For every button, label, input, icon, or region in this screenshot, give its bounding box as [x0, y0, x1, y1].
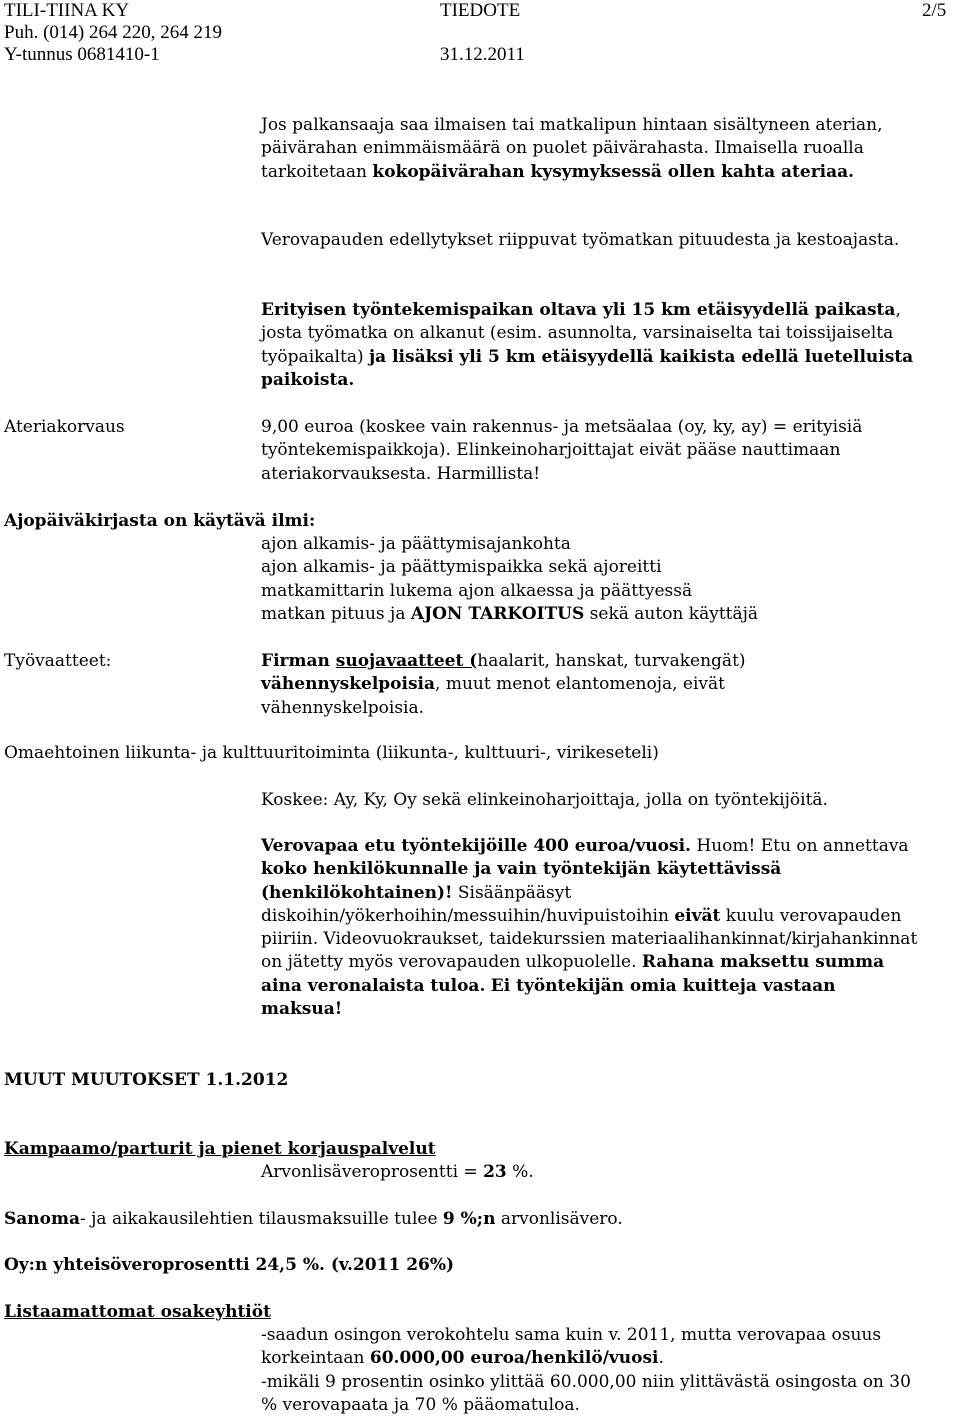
meal-distance-bold: Erityisen työntekemispaikan oltava yli 15 km etäisyydellä paikasta	[261, 300, 896, 320]
kampaamo-vat: Arvonlisäveroprosentti = 23 %.	[261, 1162, 534, 1182]
meal-text: Jos palkansaaja saa ilmaisen tai matkalipun hintaan sisältyneen aterian, päivärahan enimmäismäärä on puolet päivärahasta. Ilmaisella ruoalla tarkoitetaan	[261, 115, 883, 182]
dividend-line-1: -saadun osingon verokohtelu sama kuin v. 2011, mutta verovapaa osuus korkeintaan 60.000,00 euroa/henkilö/vuosi.	[261, 1325, 882, 1369]
header-date: 31.12.2011	[440, 44, 525, 65]
meal-text-bold: kokopäivärahan kysymyksessä ollen kahta ateriaa.	[372, 161, 855, 182]
sanoma-text: Sanoma- ja aikakausilehtien tilausmaksuille tulee 9 %;n arvonlisävero.	[4, 1209, 623, 1229]
ateria-label: Ateriakorvaus	[4, 417, 125, 437]
header-phone: Puh. (014) 264 220, 264 219	[4, 22, 222, 43]
logbook-item: ajon alkamis- ja päättymisajankohta	[261, 534, 571, 554]
corporate-tax-text: Oy:n yhteisöveroprosentti 24,5 %. (v.2011 26%)	[4, 1255, 455, 1275]
listaamattomat-title: Listaamattomat osakeyhtiöt	[4, 1302, 271, 1322]
header-company: TILI-TIINA KY	[4, 0, 130, 21]
meal-conditions-text: Verovapauden edellytykset riippuvat työmatkan pituudesta ja kestoajasta.	[261, 230, 900, 250]
workwear-text: Firman suojavaatteet (haalarit, hanskat, turvakengät) vähennyskelpoisia, muut menot elantomenoja, eivät vähennyskelpoisia.	[261, 651, 746, 718]
sports-paragraph: Verovapaa etu työntekijöille 400 euroa/vuosi. Huom! Etu on annettava koko henkilökunnalle ja vain työntekijän käytettävissä (henkilökohtainen)! Sisäänpääsyt diskoihin/yökerhoihin/messuihin/huvipuistoihin eivät kuulu verovapauden piiriin. Videovuokraukset, taidekurssien materiaalihankinnat/kirjahankinnat on jätetty myös verovapauden ulkopuolelle. Rahana maksettu summa aina veronalaista tuloa. Ei työntekijän omia kuitteja vastaan maksua!	[261, 836, 918, 1020]
meal-paragraph-2	[261, 229, 901, 252]
meal-paragraph-1	[261, 114, 941, 184]
logbook-heading: Ajopäiväkirjasta on käytävä ilmi:	[4, 511, 316, 531]
dividend-line-2: -mikäli 9 prosentin osinko ylittää 60.000,00 niin ylittävästä osingosta on 30 % verovapaata ja 70 % pääomatuloa.	[261, 1371, 911, 1415]
changes-heading: MUUT MUUTOKSET 1.1.2012	[4, 1070, 289, 1090]
logbook-item: ajon alkamis- ja päättymispaikka sekä ajoreitti	[261, 557, 662, 578]
logbook-item: matkan pituus ja AJON TARKOITUS sekä auton käyttäjä	[261, 603, 759, 624]
meal-paragraph-3	[261, 299, 941, 392]
kampaamo-title: Kampaamo/parturit ja pienet korjauspalvelut	[4, 1139, 436, 1159]
listaamattomat-text	[261, 1324, 921, 1417]
logbook-list	[261, 533, 941, 626]
header-page-number: 2/5	[922, 0, 947, 21]
logbook-item: matkamittarin lukema ajon alkaessa ja päättyessä	[261, 580, 693, 601]
ateria-text: 9,00 euroa (koskee vain rakennus- ja metsäalaa (oy, ky, ay) = erityisiä työntekemispaikkoja). Elinkeinoharjoittajat eivät pääse nauttimaan ateriakorvauksesta. Harmillista!	[261, 417, 863, 484]
workwear-label: Työvaatteet:	[4, 651, 112, 671]
meal-distance-text: , josta työmatka on alkanut (esim. asunnolta, varsinaiselta tai toissijaiselta työpaikalta)	[261, 300, 901, 367]
header-doc-type: TIEDOTE	[440, 0, 521, 21]
sports-koskee: Koskee: Ay, Ky, Oy sekä elinkeinoharjoittaja, jolla on työntekijöitä.	[261, 790, 828, 810]
sports-heading: Omaehtoinen liikunta- ja kulttuuritoiminta (liikunta-, kulttuuri-, virikeseteli)	[4, 743, 659, 763]
meal-distance-bold-2: ja lisäksi yli 5 km etäisyydellä kaikista edellä luetelluista paikoista.	[261, 346, 914, 390]
header-business-id: Y-tunnus 0681410-1	[4, 44, 160, 65]
